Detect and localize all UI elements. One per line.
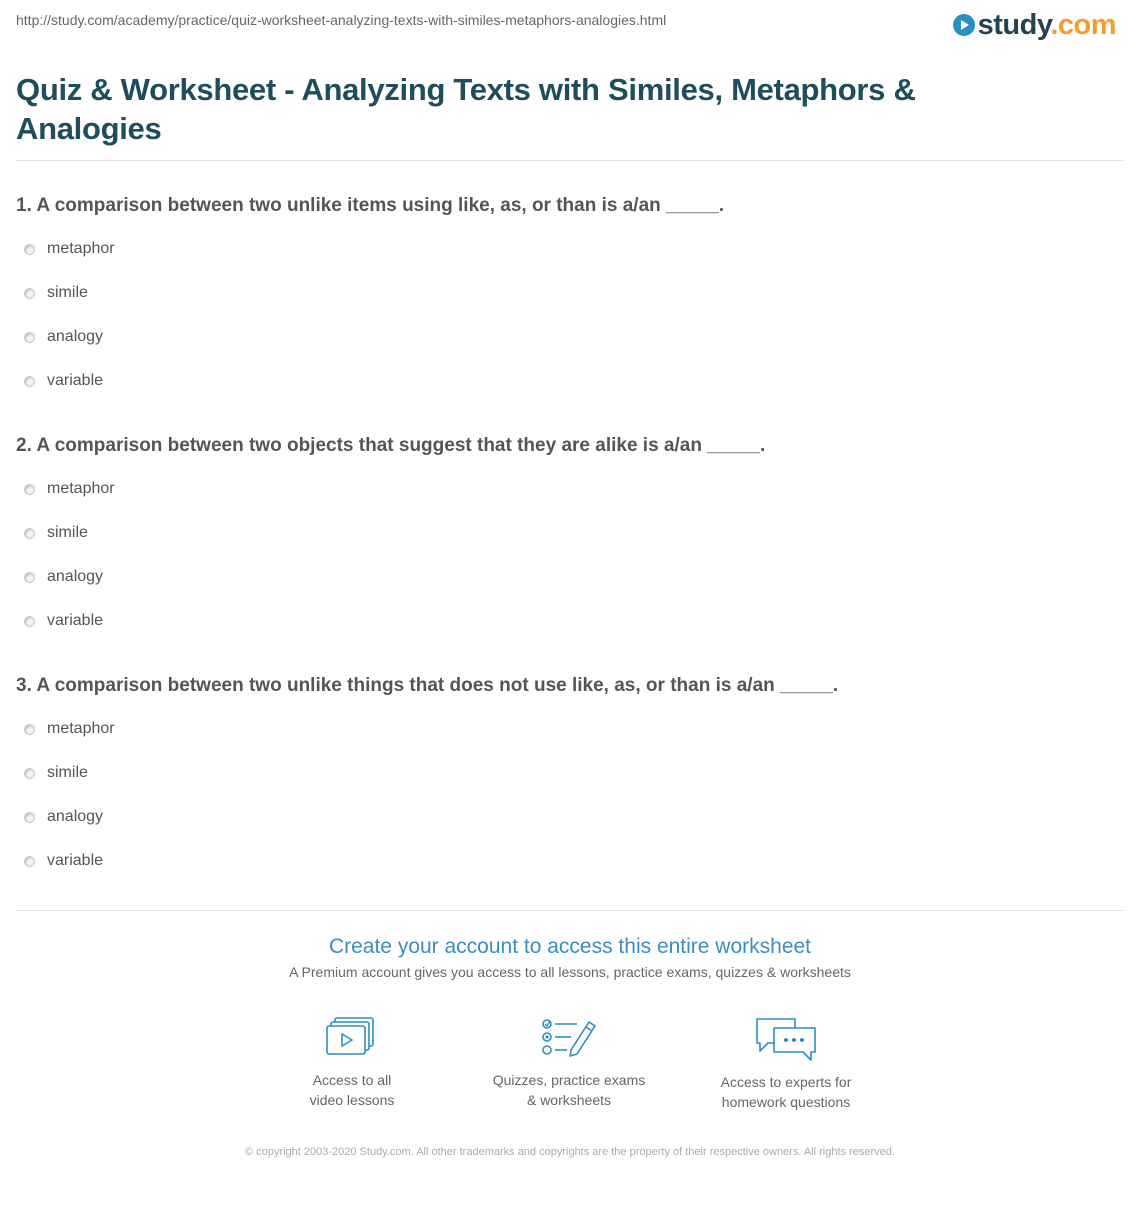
radio-button[interactable] (24, 812, 35, 823)
radio-button[interactable] (24, 484, 35, 495)
question-1-option-1[interactable] (24, 238, 115, 260)
radio-button[interactable] (24, 244, 35, 255)
question-2-option-2[interactable] (24, 522, 88, 544)
radio-button[interactable] (24, 616, 35, 627)
feature-line-2: homework questions (721, 1094, 851, 1110)
question-1-option-2[interactable] (24, 282, 88, 304)
option-label: analogy (47, 328, 104, 345)
logo-suffix: .com (1050, 9, 1116, 41)
question-3-option-1[interactable] (24, 718, 115, 740)
option-label: metaphor (47, 240, 115, 257)
question-3-option-3[interactable] (24, 806, 103, 828)
radio-button[interactable] (24, 856, 35, 867)
option-label: simile (47, 284, 88, 301)
feature-line-2: & worksheets (526, 1092, 612, 1108)
copyright-footer: © copyright 2003-2020 Study.com. All other trademarks and copyrights are the property of their respective owners. All rights reserved. (245, 1146, 895, 1158)
feature-experts (686, 1016, 886, 1112)
question-1-option-4[interactable] (24, 370, 103, 392)
feature-quizzes (469, 1016, 669, 1110)
play-logo-icon (953, 14, 975, 36)
option-label: metaphor (47, 480, 115, 497)
quiz-checklist-icon (541, 1016, 597, 1060)
option-label: variable (47, 372, 104, 389)
divider (16, 160, 1124, 161)
question-3-option-2[interactable] (24, 762, 88, 784)
top-bar (16, 9, 1116, 42)
radio-button[interactable] (24, 376, 35, 387)
question-1-option-3[interactable] (24, 326, 103, 348)
radio-button[interactable] (24, 332, 35, 343)
radio-button[interactable] (24, 528, 35, 539)
chat-bubbles-icon (754, 1016, 818, 1062)
video-lessons-icon (326, 1016, 378, 1060)
option-label: simile (47, 524, 88, 541)
question-1: 1. A comparison between two unlike items using like, as, or than is a/an _____. (16, 195, 725, 216)
option-label: simile (47, 764, 88, 781)
radio-button[interactable] (24, 288, 35, 299)
option-label: analogy (47, 568, 104, 585)
feature-line-1: Access to all (312, 1072, 392, 1088)
option-label: analogy (47, 808, 104, 825)
question-3: 3. A comparison between two unlike things that does not use like, as, or than is a/an _____. (16, 675, 839, 696)
option-label: metaphor (47, 720, 115, 737)
option-label: variable (47, 612, 104, 629)
study-logo[interactable] (953, 8, 1116, 42)
feature-line-1: Access to experts for (720, 1074, 852, 1090)
question-2-option-4[interactable] (24, 610, 103, 632)
page-title: Quiz & Worksheet - Analyzing Texts with Similes, Metaphors & Analogies (16, 72, 916, 146)
question-2: 2. A comparison between two objects that suggest that they are alike is a/an _____. (16, 435, 766, 456)
question-3-option-4[interactable] (24, 850, 103, 872)
question-2-option-1[interactable] (24, 478, 115, 500)
cta-subtitle: A Premium account gives you access to all lessons, practice exams, quizzes & worksheets (289, 964, 851, 980)
page-url: http://study.com/academy/practice/quiz-worksheet-analyzing-texts-with-similes-metaphors-analogies.html (16, 12, 667, 28)
feature-line-2: video lessons (309, 1092, 395, 1108)
option-label: variable (47, 852, 104, 869)
cta-title[interactable]: Create your account to access this entire worksheet (328, 935, 812, 958)
feature-line-1: Quizzes, practice exams (492, 1072, 646, 1088)
radio-button[interactable] (24, 768, 35, 779)
logo-text: study (977, 9, 1051, 41)
feature-video-lessons (252, 1016, 452, 1110)
divider (16, 910, 1124, 911)
question-2-option-3[interactable] (24, 566, 103, 588)
radio-button[interactable] (24, 724, 35, 735)
radio-button[interactable] (24, 572, 35, 583)
